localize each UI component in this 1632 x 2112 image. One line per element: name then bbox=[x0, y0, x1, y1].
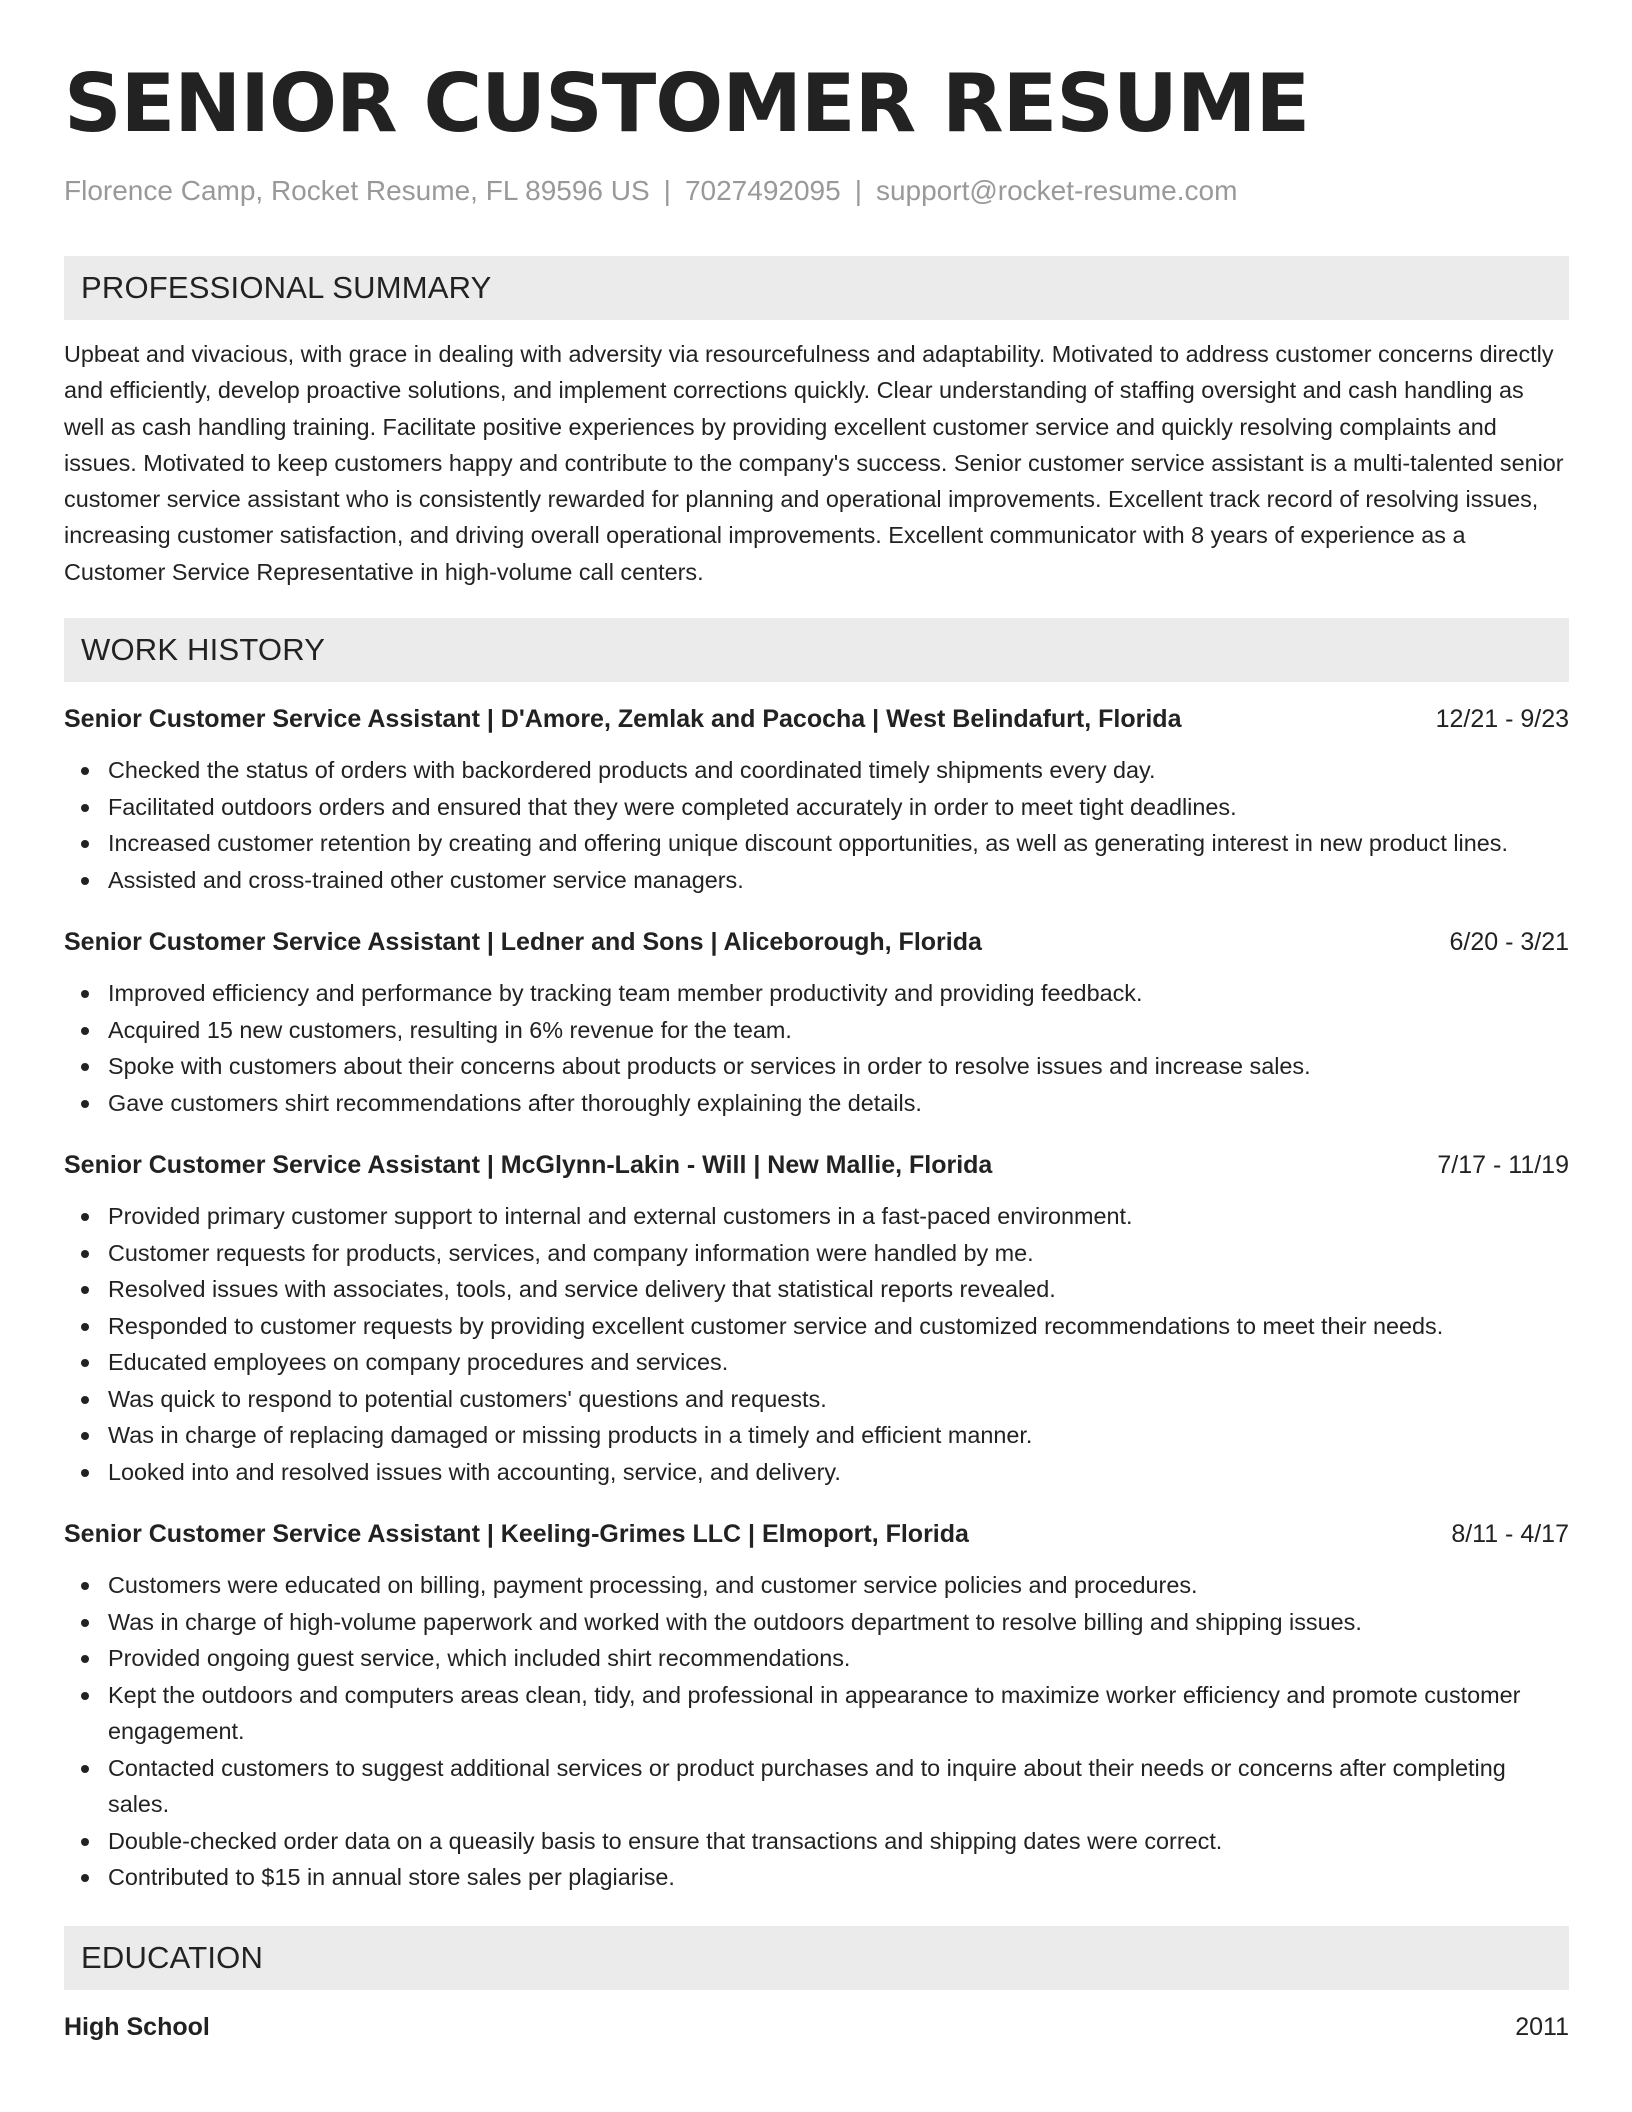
job-entry bbox=[64, 1517, 1569, 1896]
job-bullet: Was in charge of replacing damaged or missing products in a timely and efficient manner. bbox=[108, 1417, 1569, 1454]
job-title: Senior Customer Service Assistant | D'Amore, Zemlak and Pacocha | West Belindafurt, Florida bbox=[64, 705, 1182, 734]
job-title: Senior Customer Service Assistant | Keeling-Grimes LLC | Elmoport, Florida bbox=[64, 1520, 969, 1549]
job-bullet: Was quick to respond to potential customers' questions and requests. bbox=[108, 1381, 1569, 1418]
contact-separator: | bbox=[854, 175, 862, 206]
resume-title: SENIOR CUSTOMER RESUME bbox=[64, 57, 1310, 150]
job-header bbox=[64, 1148, 1569, 1182]
job-bullet: Provided primary customer support to internal and external customers in a fast-paced environment. bbox=[108, 1198, 1569, 1235]
job-bullet: Contacted customers to suggest additional services or product purchases and to inquire about their needs or concerns after completing sales. bbox=[108, 1750, 1569, 1823]
job-bullet: Double-checked order data on a queasily basis to ensure that transactions and shipping dates were correct. bbox=[108, 1823, 1569, 1860]
section-header-education: EDUCATION bbox=[64, 1926, 1569, 1990]
section-header-summary: PROFESSIONAL SUMMARY bbox=[64, 256, 1569, 320]
contact-phone: 7027492095 bbox=[684, 175, 841, 206]
job-dates: 8/11 - 4/17 bbox=[1451, 1520, 1569, 1549]
job-entry bbox=[64, 1148, 1569, 1490]
job-bullet: Facilitated outdoors orders and ensured that they were completed accurately in order to meet tight deadlines. bbox=[108, 789, 1569, 826]
contact-line bbox=[64, 174, 1569, 208]
education-year: 2011 bbox=[1515, 2012, 1569, 2041]
job-header bbox=[64, 1517, 1569, 1551]
job-bullet: Acquired 15 new customers, resulting in 6% revenue for the team. bbox=[108, 1012, 1569, 1049]
job-bullet: Was in charge of high-volume paperwork and worked with the outdoors department to resolve billing and shipping issues. bbox=[108, 1604, 1569, 1641]
education-entry bbox=[64, 2010, 1569, 2044]
job-bullet: Contributed to $15 in annual store sales per plagiarise. bbox=[108, 1859, 1569, 1896]
job-header bbox=[64, 702, 1569, 736]
education-degree: High School bbox=[64, 2012, 210, 2041]
contact-email: support@rocket-resume.com bbox=[875, 175, 1238, 206]
section-header-work-history: WORK HISTORY bbox=[64, 618, 1569, 682]
job-bullet: Kept the outdoors and computers areas clean, tidy, and professional in appearance to maximize worker efficiency and promote customer engagement. bbox=[108, 1677, 1569, 1750]
job-dates: 6/20 - 3/21 bbox=[1449, 928, 1569, 957]
job-entry bbox=[64, 702, 1569, 898]
job-bullet: Checked the status of orders with backordered products and coordinated timely shipments every day. bbox=[108, 752, 1569, 789]
job-bullets bbox=[64, 752, 1569, 898]
job-bullet: Responded to customer requests by providing excellent customer service and customized recommendations to meet their needs. bbox=[108, 1308, 1569, 1345]
contact-address: Florence Camp, Rocket Resume, FL 89596 US bbox=[64, 175, 650, 206]
job-header bbox=[64, 925, 1569, 959]
job-bullet: Increased customer retention by creating and offering unique discount opportunities, as well as generating interest in new product lines. bbox=[108, 825, 1569, 862]
job-dates: 7/17 - 11/19 bbox=[1437, 1151, 1569, 1180]
job-bullet: Assisted and cross-trained other customer service managers. bbox=[108, 862, 1569, 899]
job-bullet: Provided ongoing guest service, which included shirt recommendations. bbox=[108, 1640, 1569, 1677]
job-bullets bbox=[64, 975, 1569, 1121]
job-bullet: Looked into and resolved issues with accounting, service, and delivery. bbox=[108, 1454, 1569, 1491]
job-bullet: Gave customers shirt recommendations after thoroughly explaining the details. bbox=[108, 1085, 1569, 1122]
job-title: Senior Customer Service Assistant | McGlynn-Lakin - Will | New Mallie, Florida bbox=[64, 1151, 993, 1180]
job-bullets bbox=[64, 1567, 1569, 1896]
job-bullet: Customers were educated on billing, payment processing, and customer service policies and procedures. bbox=[108, 1567, 1569, 1604]
job-dates: 12/21 - 9/23 bbox=[1435, 705, 1569, 734]
job-bullet: Spoke with customers about their concerns about products or services in order to resolve issues and increase sales. bbox=[108, 1048, 1569, 1085]
job-bullet: Customer requests for products, services, and company information were handled by me. bbox=[108, 1235, 1569, 1272]
job-bullets bbox=[64, 1198, 1569, 1490]
job-bullet: Resolved issues with associates, tools, and service delivery that statistical reports revealed. bbox=[108, 1271, 1569, 1308]
job-title: Senior Customer Service Assistant | Ledner and Sons | Aliceborough, Florida bbox=[64, 928, 982, 957]
job-entry bbox=[64, 925, 1569, 1121]
contact-separator: | bbox=[663, 175, 671, 206]
job-bullet: Improved efficiency and performance by tracking team member productivity and providing feedback. bbox=[108, 975, 1569, 1012]
job-bullet: Educated employees on company procedures and services. bbox=[108, 1344, 1569, 1381]
summary-text: Upbeat and vivacious, with grace in dealing with adversity via resourcefulness and adaptability. Motivated to address customer concerns directly and efficiently, develop proactive solutions, and implement corrections quickly. Clear understanding of staffing oversight and cash handling as well as cash handling training. Facilitate positive experiences by providing excellent customer service and quickly resolving complaints and issues. Motivated to keep customers happy and contribute to the company's success. Senior customer service assistant is a multi-talented senior customer service assistant who is consistently rewarded for planning and operational improvements. Excellent track record of resolving issues, increasing customer satisfaction, and driving overall operational improvements. Excellent communicator with 8 years of experience as a Customer Service Representative in high-volume call centers. bbox=[64, 341, 1564, 585]
